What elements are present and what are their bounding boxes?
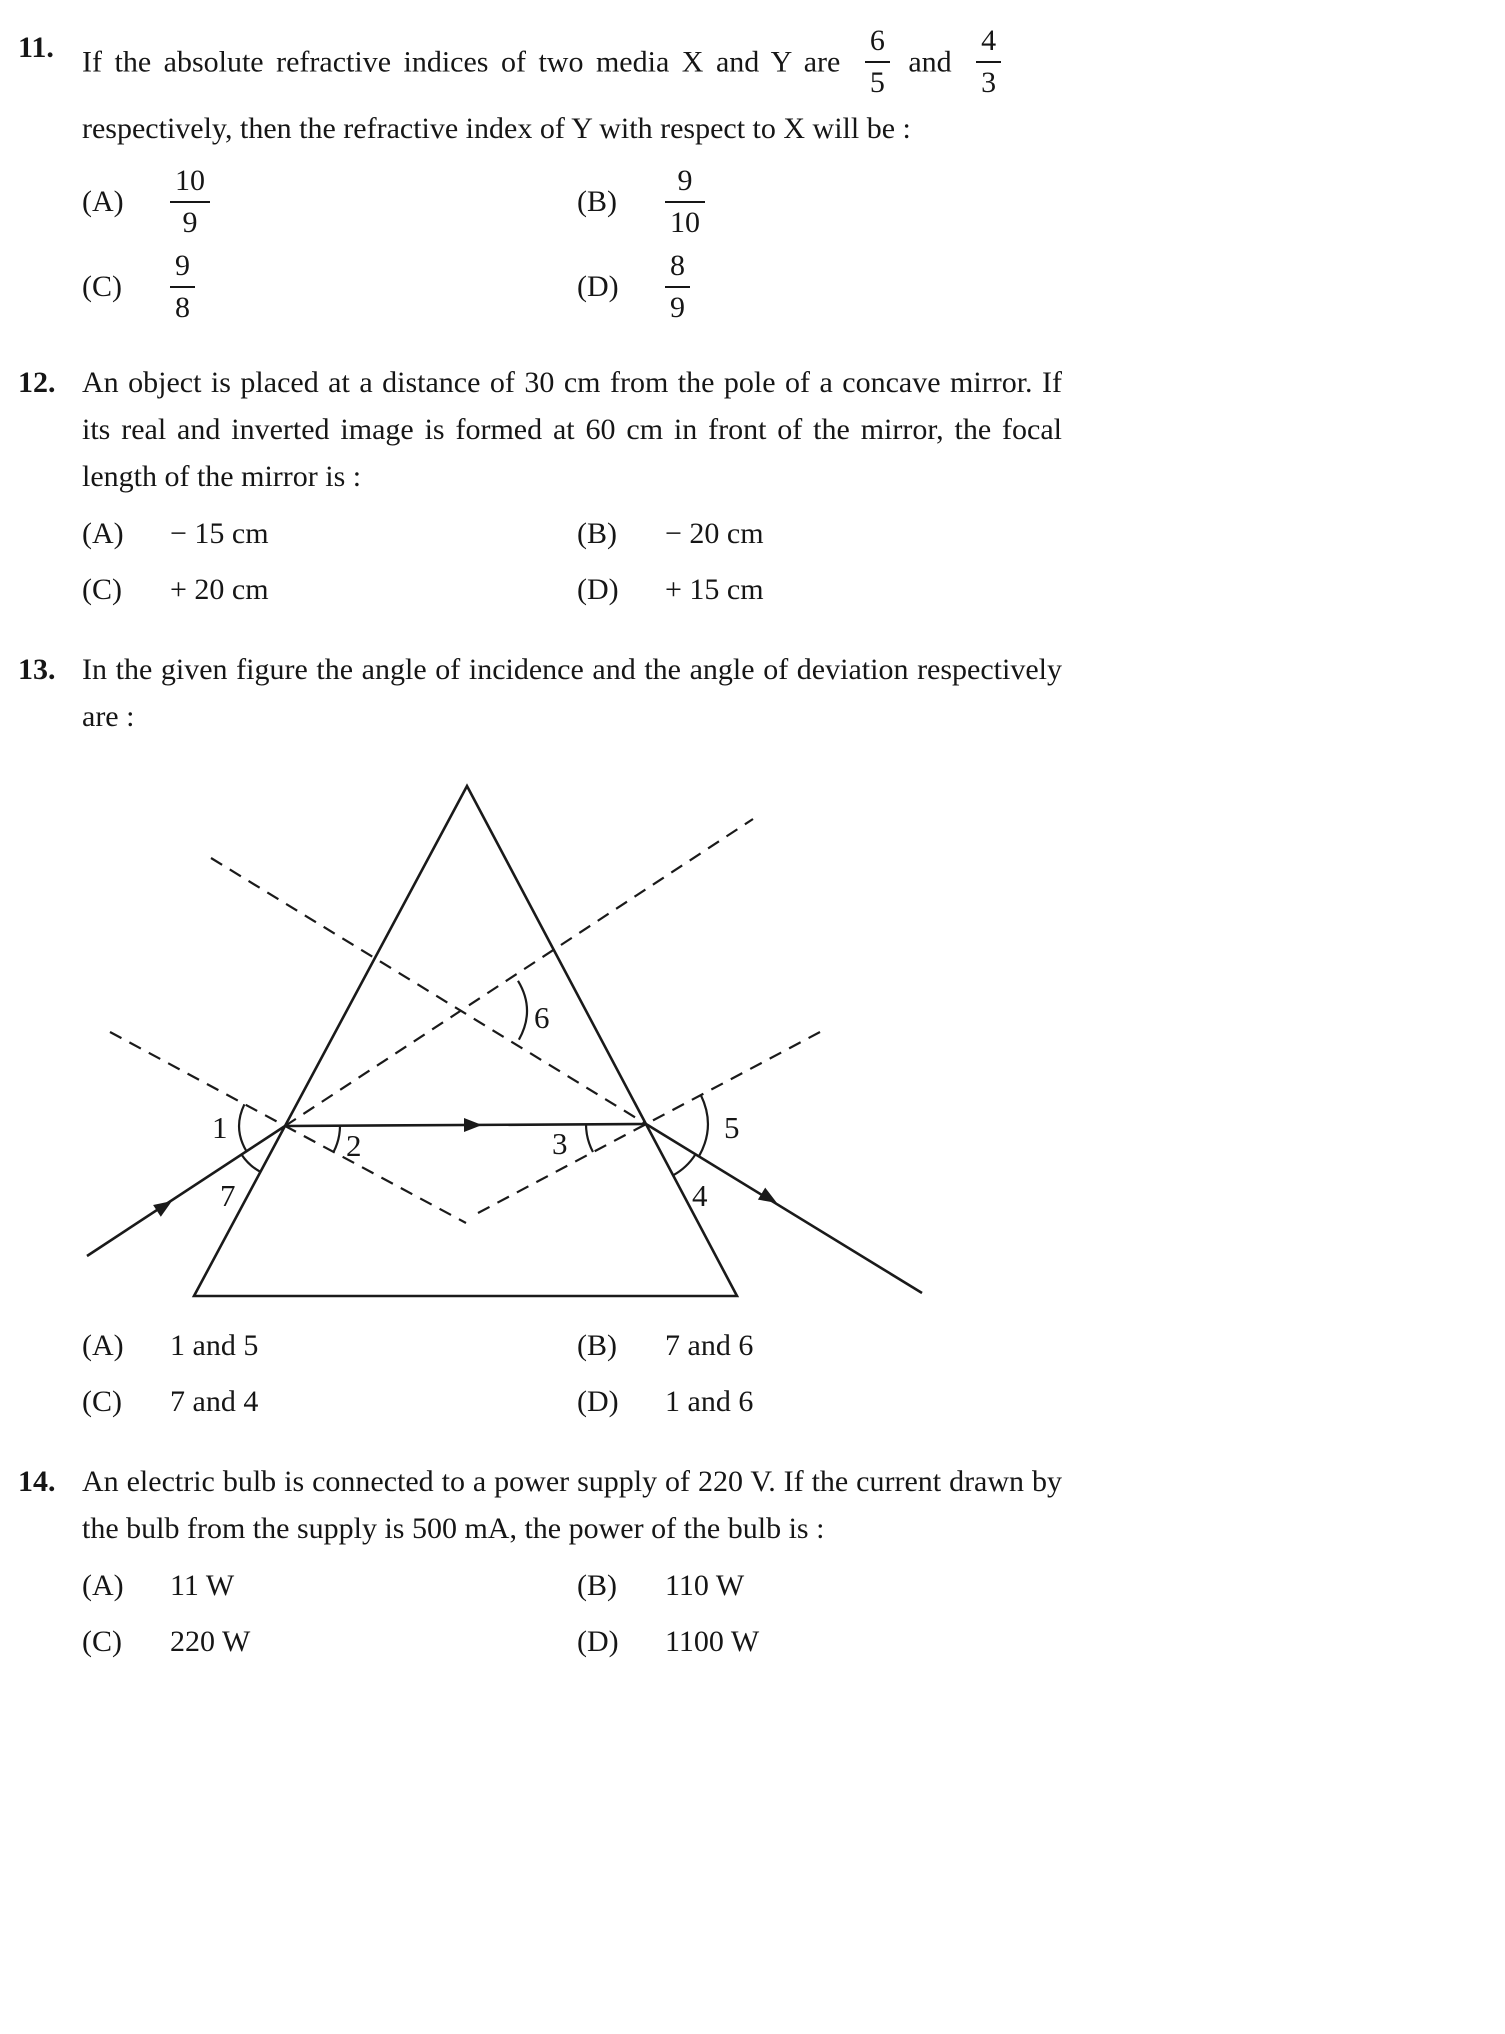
question-number: 11. [18,31,54,64]
refracted-arrowhead [464,1118,482,1132]
option-row [82,1620,1062,1664]
fraction-denominator: 8 [175,290,190,324]
option-letter: (B) [577,516,617,550]
question-body [82,646,1062,1424]
option-value: 7 and 6 [665,1328,754,1362]
question-14 [0,1458,1505,1664]
incident-ray [87,1126,285,1256]
fraction-numerator: 9 [665,164,705,203]
option-value: 1100 W [665,1624,760,1658]
option-value [665,164,1062,239]
question-body [82,359,1062,612]
option-value: 1 and 6 [665,1384,754,1418]
angle-label-3: 3 [552,1125,568,1161]
option-letter: (A) [82,1568,124,1602]
option-value: 220 W [170,1624,251,1658]
fraction-numerator: 4 [976,24,1001,63]
option-row [82,512,1062,556]
angle-arc-2 [334,1126,341,1152]
option-value: 11 W [170,1568,235,1602]
fraction-numerator: 9 [170,249,195,288]
incident-arrowhead [153,1201,172,1217]
option-letter: (D) [577,572,619,606]
option-letter: (B) [577,184,617,218]
fraction-x [865,24,890,99]
angle-arc-4 [673,1154,695,1175]
option-row [82,164,1062,239]
option-value [170,249,577,324]
prism-outline [194,786,737,1296]
fraction-numerator: 6 [865,24,890,63]
option-value: 7 and 4 [170,1384,259,1418]
angle-label-7: 7 [220,1177,236,1213]
fraction [665,164,705,239]
angle-label-4: 4 [692,1177,708,1213]
fraction-numerator: 8 [665,249,690,288]
emergent-arrowhead [758,1187,777,1202]
option-value [665,249,1062,324]
question-13 [0,646,1505,1424]
option-value: − 15 cm [170,516,269,550]
option-letter: (C) [82,1624,122,1658]
question-text: In the given figure the angle of incidence and the angle of deviation respectively are : [82,652,1062,733]
fraction-denominator: 5 [869,65,885,99]
question-text: If the absolute refractive indices of two media X and Y are [82,45,841,79]
emergent-ray-extension [211,858,646,1124]
option-row [82,1564,1062,1608]
angle-label-2: 2 [346,1127,362,1163]
fraction [170,164,210,239]
question-body [82,1458,1062,1664]
normal-at-emergence [478,1032,820,1213]
option-letter: (C) [82,572,122,606]
question-text-line2: respectively, then the refractive index of Y with respect to X will be : [82,112,911,146]
question-12 [0,359,1505,612]
incident-ray-extension [285,819,753,1126]
option-value: 110 W [665,1568,745,1602]
fraction-numerator: 10 [170,164,210,203]
option-letter: (D) [577,1624,619,1658]
option-letter: (B) [577,1328,617,1362]
fraction-denominator: 3 [981,65,997,99]
angle-label-6: 6 [534,999,550,1035]
fraction [170,249,195,324]
option-value: − 20 cm [665,516,764,550]
option-row [82,1380,1062,1424]
option-letter: (A) [82,184,124,218]
options-q14 [82,1564,1062,1664]
angle-arc-7 [242,1154,261,1171]
option-letter: (D) [577,1384,619,1418]
option-value: 1 and 5 [170,1328,259,1362]
angle-arc-5 [699,1095,708,1156]
angle-arc-6 [518,980,527,1039]
option-letter: (A) [82,516,124,550]
emergent-ray [646,1124,922,1293]
option-row [82,568,1062,612]
angle-label-1: 1 [212,1109,228,1145]
question-11 [0,24,1505,325]
option-letter: (C) [82,269,122,303]
option-row [82,1324,1062,1368]
question-number: 13. [18,652,56,686]
question-number: 12. [18,365,56,399]
angle-label-5: 5 [724,1109,740,1145]
option-letter: (B) [577,1568,617,1602]
option-letter: (A) [82,1328,124,1362]
prism-diagram [72,774,1062,1308]
fraction [665,249,690,324]
fraction-denominator: 9 [670,290,685,324]
question-text: An electric bulb is connected to a power supply of 220 V. If the current drawn by the bulb from the supply is 500 mA, the power of the bulb is : [82,1464,1062,1545]
option-value: + 20 cm [170,572,269,606]
fraction-denominator: 9 [182,205,198,239]
question-body [82,24,1062,325]
option-letter: (D) [577,269,619,303]
question-text-line1 [82,24,1062,105]
fraction-y [976,24,1001,99]
option-letter: (C) [82,1384,122,1418]
options-q13 [82,1324,1062,1424]
angle-arc-1 [239,1104,246,1151]
options-q12 [82,512,1062,612]
conjunction-text: and [908,45,952,79]
angle-arc-3 [586,1124,593,1152]
normal-at-incidence [110,1032,466,1223]
question-number: 14. [18,1464,56,1498]
fraction-denominator: 10 [670,205,700,239]
option-value [170,164,577,239]
question-text: An object is placed at a distance of 30 cm from the pole of a concave mirror. If its real and inverted image is formed at 60 cm in front of the mirror, the focal length of the mirror is : [82,365,1062,493]
option-value: + 15 cm [665,572,764,606]
options-q11 [82,164,1062,324]
option-row [82,249,1062,324]
